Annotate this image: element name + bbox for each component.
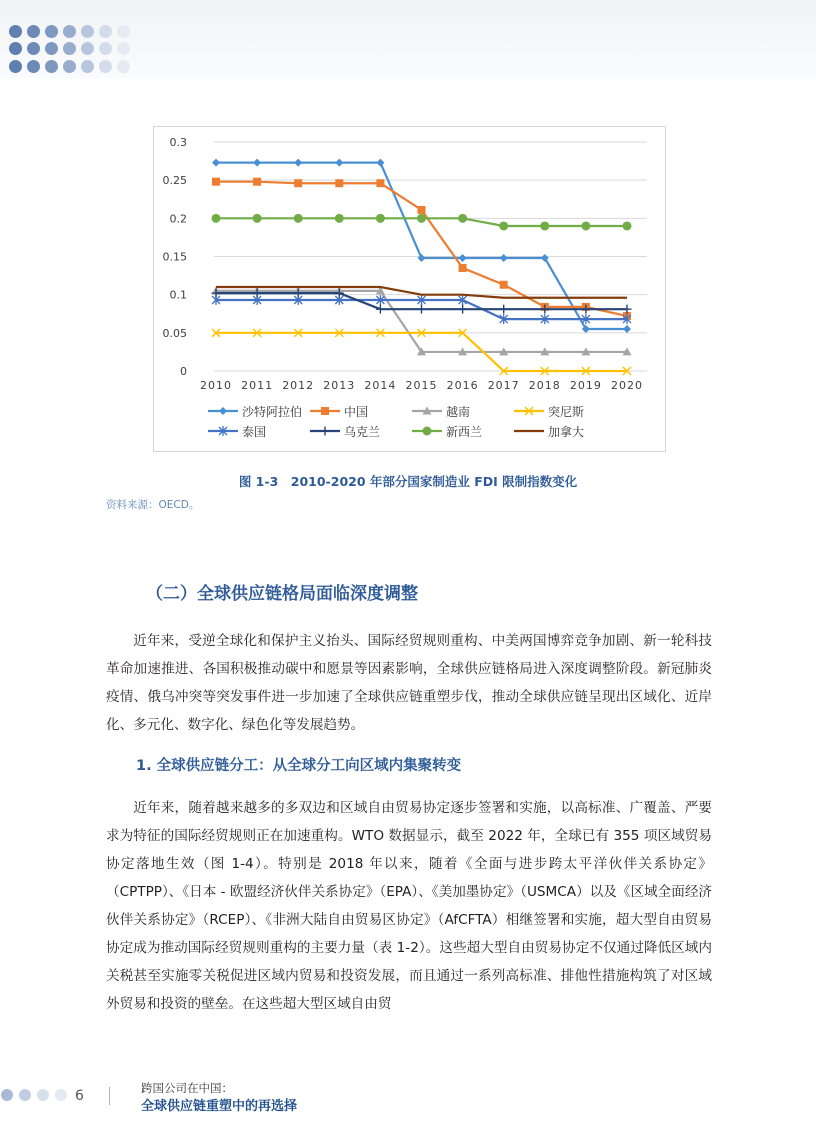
legend-item xyxy=(514,403,584,419)
data-point xyxy=(253,214,262,223)
x-tick-label: 2017 xyxy=(487,379,520,392)
legend-item xyxy=(514,423,584,439)
header-dot xyxy=(45,25,58,38)
data-point xyxy=(623,325,631,333)
x-tick-label: 2019 xyxy=(569,379,602,392)
legend-label: 中国 xyxy=(344,404,369,419)
data-point xyxy=(253,178,261,186)
data-point xyxy=(418,254,426,262)
chart-frame xyxy=(153,126,666,452)
legend-marker xyxy=(321,407,329,415)
x-tick-label: 2014 xyxy=(364,379,397,392)
x-tick-label: 2018 xyxy=(528,379,561,392)
legend-marker xyxy=(321,427,330,436)
footer-publication-subtitle: 全球供应链重塑中的再选择 xyxy=(141,1099,298,1114)
footer-dot xyxy=(19,1089,31,1101)
data-point xyxy=(376,179,384,187)
legend-label: 新西兰 xyxy=(446,424,483,439)
footer-dot xyxy=(37,1089,49,1101)
legend-item xyxy=(208,403,302,419)
header-dot xyxy=(81,42,94,55)
header-dot xyxy=(117,42,130,55)
header-dot xyxy=(45,60,58,73)
legend-item xyxy=(208,423,266,439)
data-point xyxy=(499,305,508,314)
data-point xyxy=(459,264,467,272)
data-point xyxy=(499,221,508,230)
header-dot xyxy=(63,25,76,38)
subsection-title: 1. 全球供应链分工：从全球分工向区域内集聚转变 xyxy=(136,758,462,774)
section-title: （二）全球供应链格局面临深度调整 xyxy=(146,584,418,604)
series-新西兰 xyxy=(212,214,632,231)
paragraph-1: 近年来，受逆全球化和保护主义抬头、国际经贸规则重构、中美两国博弈竞争加剧、新一轮科技革命加速推进、各国积极推动碳中和愿景等因素影响，全球供应链格局进入深度调整阶段。新冠肺炎疫情、俄乌冲突等突发事件进一步加速了全球供应链重塑步伐，推动全球供应链呈现出区域化、近岸化、多元化、数字化、绿色化等发展趋势。 xyxy=(106,633,712,733)
legend-swatch xyxy=(310,425,340,437)
footer-dot xyxy=(55,1089,67,1101)
legend-swatch xyxy=(208,425,238,437)
x-tick-label: 2011 xyxy=(241,379,274,392)
footer-divider xyxy=(109,1087,110,1105)
data-point xyxy=(294,159,302,167)
legend-swatch xyxy=(208,405,238,417)
legend-swatch xyxy=(412,425,442,437)
header-dot xyxy=(117,60,130,73)
legend-label: 沙特阿拉伯 xyxy=(242,404,303,419)
header-dot xyxy=(117,25,130,38)
data-point xyxy=(253,159,261,167)
data-point xyxy=(376,305,385,314)
data-point xyxy=(417,214,426,223)
data-point xyxy=(417,305,426,314)
footer-publication-title: 跨国公司在中国： xyxy=(141,1081,233,1095)
y-tick-label: 0.1 xyxy=(169,288,187,302)
data-point xyxy=(212,178,220,186)
header-dot xyxy=(99,25,112,38)
header-dot xyxy=(9,25,22,38)
legend-swatch xyxy=(412,405,442,417)
y-tick-label: 0.3 xyxy=(169,136,187,149)
data-point xyxy=(335,179,343,187)
header-dot xyxy=(63,42,76,55)
legend-label: 突尼斯 xyxy=(548,404,585,419)
header-dot xyxy=(9,60,22,73)
data-point xyxy=(500,254,508,262)
y-tick-label: 0.15 xyxy=(162,250,187,264)
page-number: 6 xyxy=(75,1088,84,1104)
y-tick-label: 0.05 xyxy=(162,326,187,340)
legend-swatch xyxy=(514,425,544,437)
legend-label: 越南 xyxy=(446,404,471,419)
data-point xyxy=(581,221,590,230)
x-tick-label: 2016 xyxy=(446,379,479,392)
legend-item xyxy=(412,403,470,419)
legend-swatch xyxy=(310,405,340,417)
header-dot xyxy=(27,25,40,38)
data-point xyxy=(294,179,302,187)
data-point xyxy=(418,206,426,214)
x-tick-label: 2020 xyxy=(611,379,643,392)
legend-item xyxy=(310,423,380,439)
data-point xyxy=(459,254,467,262)
x-tick-label: 2010 xyxy=(200,379,232,392)
x-tick-label: 2013 xyxy=(323,379,356,392)
figure-caption: 图 1-3 2010-2020 年部分国家制造业 FDI 限制指数变化 xyxy=(238,474,578,489)
header-dot xyxy=(9,42,22,55)
legend-item xyxy=(310,403,368,419)
data-point xyxy=(335,214,344,223)
legend-marker xyxy=(219,407,227,415)
data-point xyxy=(458,214,467,223)
x-tick-label: 2012 xyxy=(282,379,315,392)
y-tick-label: 0 xyxy=(180,365,187,378)
figure-source: 资料来源：OECD。 xyxy=(106,499,200,511)
y-tick-label: 0.25 xyxy=(162,174,187,188)
data-point xyxy=(376,159,384,167)
legend-label: 乌克兰 xyxy=(344,424,381,439)
header-dot xyxy=(99,60,112,73)
legend-swatch xyxy=(514,405,544,417)
header-dot xyxy=(45,42,58,55)
legend-label: 泰国 xyxy=(242,424,267,439)
header-dot xyxy=(81,25,94,38)
data-point xyxy=(500,281,508,289)
header-dot xyxy=(27,60,40,73)
data-point xyxy=(294,214,303,223)
data-point xyxy=(623,221,632,230)
header-dot xyxy=(99,42,112,55)
data-point xyxy=(376,214,385,223)
data-point xyxy=(540,221,549,230)
y-tick-label: 0.2 xyxy=(169,212,187,226)
data-point xyxy=(335,159,343,167)
header-dot xyxy=(81,60,94,73)
legend-label: 加拿大 xyxy=(548,424,585,439)
data-point xyxy=(212,159,220,167)
x-tick-label: 2015 xyxy=(405,379,438,392)
data-point xyxy=(212,214,221,223)
data-point xyxy=(458,305,467,314)
legend-item xyxy=(412,423,482,439)
legend-marker xyxy=(423,427,432,436)
paragraph-2: 近年来，随着越来越多的多双边和区域自由贸易协定逐步签署和实施，以高标准、广覆盖、严要求为特征的国际经贸规则正在加速重构。WTO 数据显示，截至 2022 年，全球已有 355 项区域贸易协定落地生效（图 1-4）。特别是 2018 年以来，随着《全面与进步跨太平洋伙伴关系协定》（CPTPP）、《日本 - 欧盟经济伙伴关系协定》（EPA）、《美加墨协定》（USMCA）以及《区域全面经济伙伴关系协定》（RCEP）、《非洲大陆自由贸易区协定》（AfCFTA）相继签署和实施，超大型自由贸易协定成为推动国际经贸规则重构的主要力量（表 1-2）。这些超大型自由贸易协定不仅通过降低区域内关税甚至实施零关税促进区域内贸易和投资发展，而且通过一系列高标准、排他性措施构筑了对区域外贸易和投资的壁垒。在这些超大型区域自由贸 xyxy=(106,800,713,1012)
footer-dot xyxy=(1,1089,13,1101)
header-dot xyxy=(27,42,40,55)
header-dot xyxy=(63,60,76,73)
